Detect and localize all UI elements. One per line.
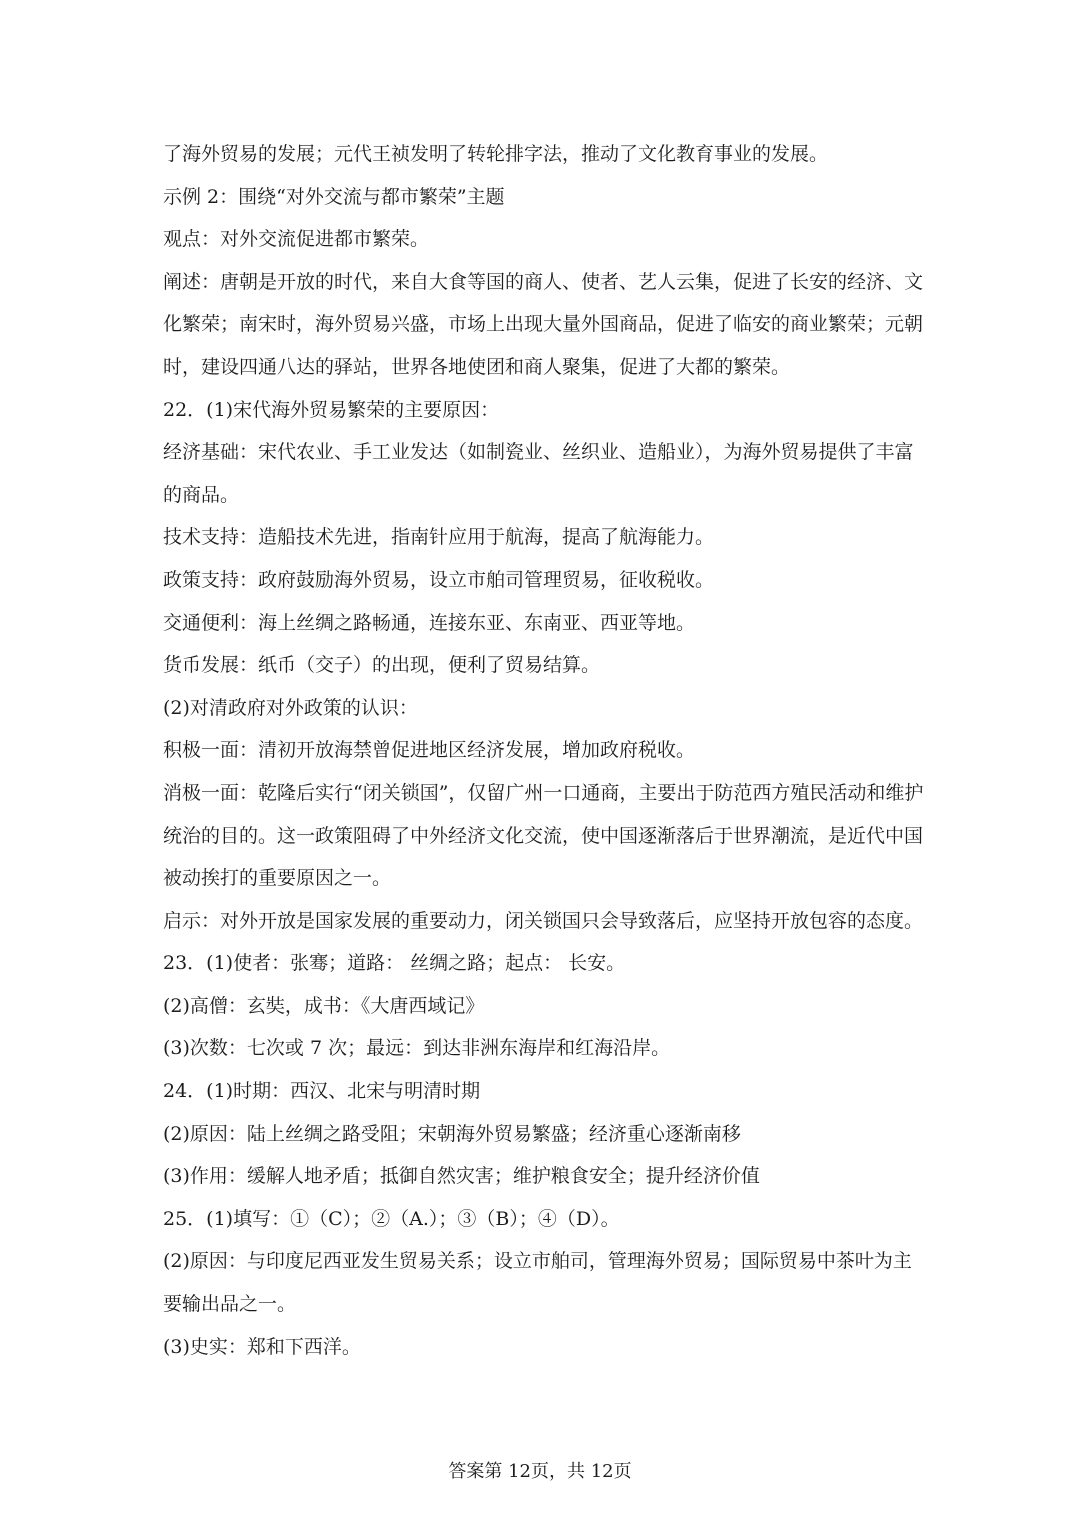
question-24-heading: 24．(1)时期：西汉、北宋与明清时期 [163, 1080, 481, 1103]
text-line: 要输出品之一。 [163, 1293, 297, 1316]
question-23-heading: 23．(1)使者：张骞；道路： 丝绸之路；起点： 长安。 [163, 952, 626, 975]
text-line: 货币发展：纸币（交子）的出现，便利了贸易结算。 [163, 654, 601, 677]
text-line: (3)作用：缓解人地矛盾；抵御自然灾害；维护粮食安全；提升经济价值 [163, 1165, 760, 1188]
answer-text-body [163, 133, 923, 1368]
text-line: 消极一面：乾隆后实行“闭关锁国”，仅留广州一口通商，主要出于防范西方殖民活动和维护 [163, 781, 923, 804]
question-22-heading: 22．(1)宋代海外贸易繁荣的主要原因： [163, 398, 500, 421]
text-line: (3)次数：七次或 7 次；最远：到达非洲东海岸和红海沿岸。 [163, 1037, 671, 1060]
page-number-footer: 答案第 12页，共 12页 [448, 1461, 632, 1482]
text-line: 被动挨打的重要原因之一。 [163, 867, 392, 890]
text-line: 经济基础：宋代农业、手工业发达（如制瓷业、丝织业、造船业），为海外贸易提供了丰富 [163, 441, 914, 464]
text-line: (3)史实：郑和下西洋。 [163, 1335, 361, 1358]
text-line: 交通便利：海上丝绸之路畅通，连接东亚、东南亚、西亚等地。 [163, 611, 696, 634]
text-line: 了海外贸易的发展；元代王祯发明了转轮排字法，推动了文化教育事业的发展。 [163, 143, 829, 165]
text-line: (2)对清政府对外政策的认识： [163, 696, 418, 719]
text-line: 启示：对外开放是国家发展的重要动力，闭关锁国只会导致落后，应坚持开放包容的态度。 [163, 909, 923, 932]
text-line: (2)原因：陆上丝绸之路受阻；宋朝海外贸易繁盛；经济重心逐渐南移 [163, 1122, 741, 1145]
text-line: (2)原因：与印度尼西亚发生贸易关系；设立市舶司，管理海外贸易；国际贸易中茶叶为主 [163, 1250, 912, 1273]
text-line: 示例 2：围绕“对外交流与都市繁荣”主题 [163, 185, 505, 208]
text-line: 统治的目的。这一政策阻碍了中外经济文化交流，使中国逐渐落后于世界潮流，是近代中国 [163, 824, 923, 847]
text-line: 的商品。 [163, 483, 240, 506]
text-line: (2)高僧：玄奘，成书：《大唐西域记》 [163, 994, 485, 1017]
text-line: 化繁荣；南宋时，海外贸易兴盛，市场上出现大量外国商品，促进了临安的商业繁荣；元朝 [163, 313, 923, 336]
text-line: 时，建设四通八达的驿站，世界各地使团和商人聚集，促进了大都的繁荣。 [163, 355, 791, 378]
text-line: 观点：对外交流促进都市繁荣。 [163, 228, 430, 251]
text-line: 技术支持：造船技术先进，指南针应用于航海，提高了航海能力。 [163, 526, 715, 549]
text-line: 积极一面：清初开放海禁曾促进地区经济发展，增加政府税收。 [163, 739, 696, 762]
text-line: 政策支持：政府鼓励海外贸易，设立市舶司管理贸易，征收税收。 [163, 568, 715, 591]
question-25-heading: 25．(1)填写：①（C）；②（A.）；③（B）；④（D）。 [163, 1207, 620, 1230]
text-line: 阐述：唐朝是开放的时代，来自大食等国的商人、使者、艺人云集，促进了长安的经济、文 [163, 270, 923, 293]
